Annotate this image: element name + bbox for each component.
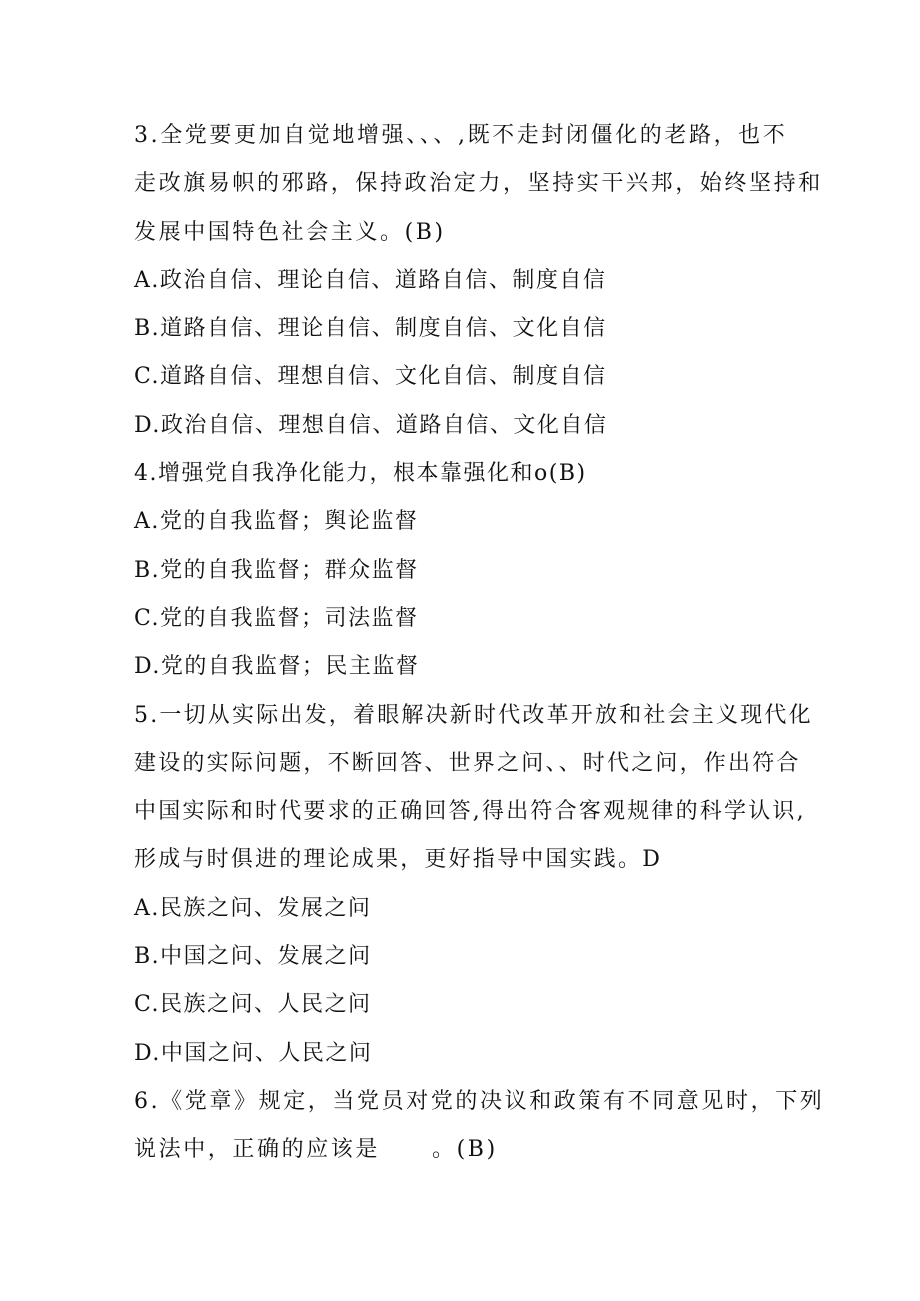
- question-6-stem-after-blank: 。(B): [432, 1137, 498, 1163]
- question-6-stem-line-1: 6.《党章》规定，当党员对党的决议和政策有不同意见时，下列: [134, 1088, 825, 1114]
- question-5-option-d: D.中国之问、人民之问: [134, 1040, 373, 1066]
- question-5-stem-line-3: 中国实际和时代要求的正确回答,得出符合客观规律的科学认识,: [134, 799, 806, 825]
- document-page: [134, 112, 825, 1175]
- question-5-option-a: A.民族之问、发展之问: [134, 895, 372, 921]
- question-5-stem-line-1: 5.一切从实际出发，着眼解决新时代改革开放和社会主义现代化: [134, 702, 813, 728]
- question-6-stem-line-2: [134, 1126, 794, 1174]
- question-4-option-a: A.党的自我监督；舆论监督: [134, 509, 419, 535]
- question-4-stem: 4.增强党自我净化能力，根本靠强化和o(B): [134, 461, 587, 487]
- question-5-stem-line-2: 建设的实际问题，不断回答、世界之问、、时代之问，作出符合: [134, 750, 801, 776]
- question-3-option-c: C.道路自信、理想自信、文化自信、制度自信: [134, 364, 607, 390]
- question-6-stem-before-blank: 说法中，正确的应该是: [134, 1137, 381, 1163]
- question-3-stem-line-2: 走改旗易帜的邪路，保持政治定力，坚持实干兴邦，始终坚持和: [134, 171, 823, 197]
- question-3-stem-line-3: 发展中国特色社会主义。(B): [134, 219, 446, 245]
- question-5-option-b: B.中国之问、发展之问: [134, 944, 372, 970]
- question-3-option-a: A.政治自信、理论自信、道路自信、制度自信: [134, 267, 607, 293]
- question-4-option-d: D.党的自我监督；民主监督: [134, 654, 420, 680]
- question-4-option-c: C.党的自我监督；司法监督: [134, 605, 419, 631]
- question-5-stem-line-4: 形成与时俱进的理论成果，更好指导中国实践。D: [134, 847, 663, 873]
- question-3-option-b: B.道路自信、理论自信、制度自信、文化自信: [134, 316, 607, 342]
- question-3-stem-line-1: 3.全党要更加自觉地增强、、、,既不走封闭僵化的老路，也不: [134, 123, 788, 148]
- question-3-option-d: D.政治自信、理想自信、道路自信、文化自信: [134, 412, 608, 438]
- question-5-option-c: C.民族之问、人民之问: [134, 992, 372, 1018]
- question-4-option-b: B.党的自我监督；群众监督: [134, 557, 419, 583]
